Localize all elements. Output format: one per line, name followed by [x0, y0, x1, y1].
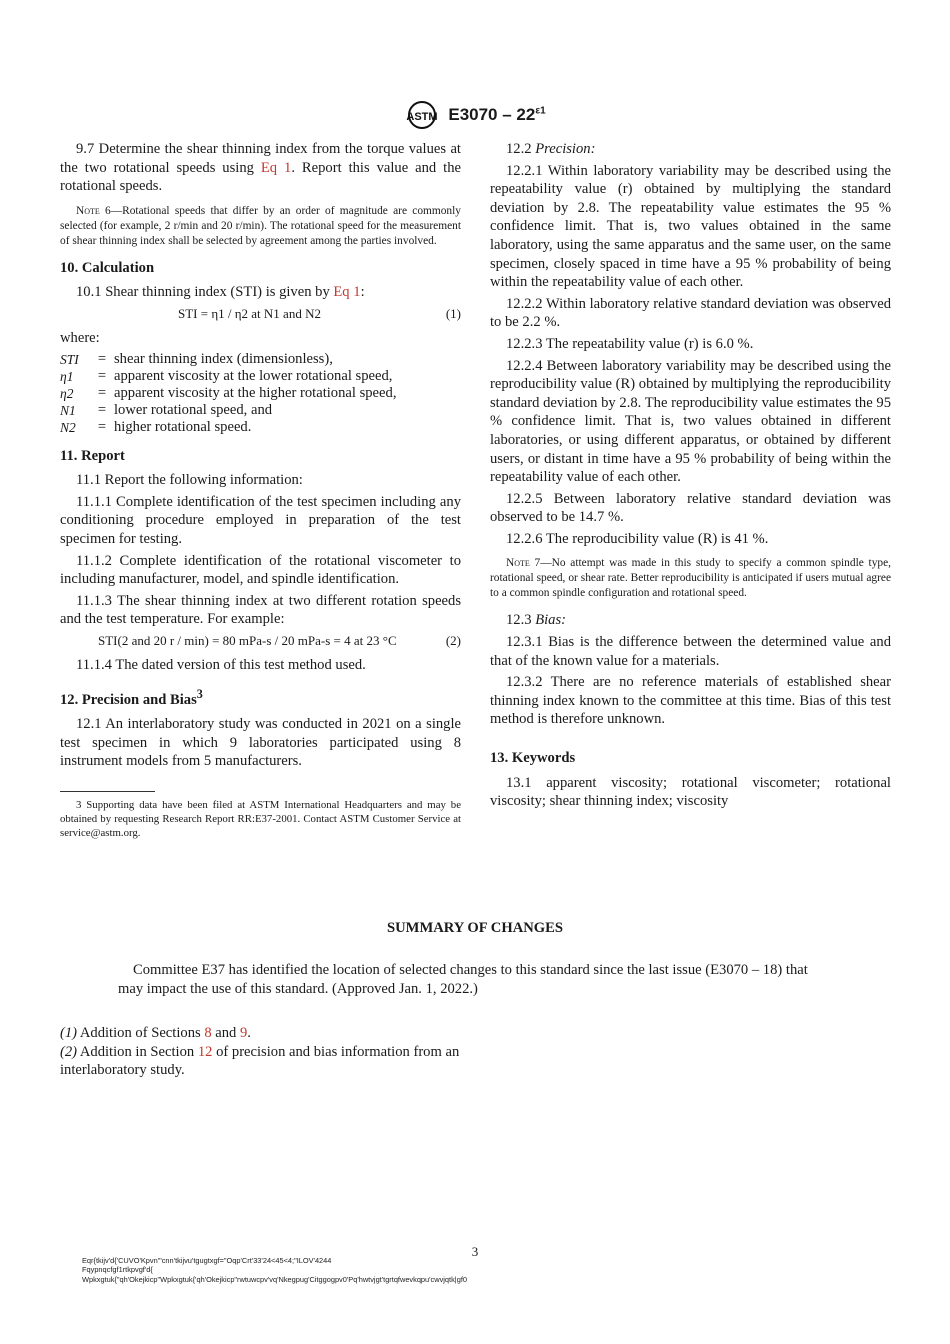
footer-line: Wpkxgtuk{"qh'Okejkicp"Wpkxgtuk{'qh'Okejkicp"rwtuwcpv'vq'Nkegpug'Citggogpv0'Pq'hwtvjgt'tgrtqfwevkqpu'cwvjqtk|gf0 [82, 1274, 467, 1284]
paragraph-11-1-3: 11.1.3 The shear thinning index at two different rotation speeds and the test temperature. For example: [60, 592, 461, 628]
summary-intro: Committee E37 has identified the location of selected changes to this standard since the last issue (E3070 – 18) that may impact the use of this standard. (Approved Jan. 1, 2022.) [118, 962, 808, 997]
change-item: (2) Addition in Section 12 of precision and bias information from an interlaboratory study. [60, 1043, 460, 1079]
standard-designation: $E3070 - 22^{\varepsilon 1}$ [448, 105, 546, 124]
section-9-link[interactable]: 9 [240, 1025, 248, 1041]
footnote-divider [60, 791, 155, 792]
paragraph-12-3-1: 12.3.1 Bias is the difference between the determined value and that of the known value for a materials. [490, 634, 891, 669]
paragraph-12-2-1: 12.2.1 Within laboratory variability may be described using the repeatability value (r) obtained by multiplying the standard deviation by 2.8. The repeatability value estimates the 95 % confidence limit. That is, two values obtained in the same laboratory, using the same apparatus and the same user, on the same specimen, closely spaced in time have a 95 % probability of being within the repeatability value of each other. [490, 162, 891, 291]
where-label: where: [60, 329, 100, 346]
eq1-link[interactable]: Eq 1 [333, 284, 361, 301]
footnote-3: 3 Supporting data have been filed at ASTM International Headquarters and may be obtained by requesting Research Report RR:E37-2001. Contact ASTM Customer Service at service@astm.org. [60, 798, 461, 839]
license-footer [82, 1256, 467, 1284]
definition-row: η2 = apparent viscosity at the higher rotational speed, [60, 384, 397, 401]
paragraph-9-7: 9.7 Determine the shear thinning index from the torque values at the two rotational speeds using Eq 1. Report this value and the rotational speeds. [60, 141, 461, 195]
eq1-link[interactable]: Eq 1 [260, 159, 292, 176]
section-13-heading: 13. Keywords [490, 750, 576, 767]
paragraph-10-1: 10.1 Shear thinning index (STI) is given by Eq 1: [76, 284, 365, 301]
change-item: (1) Addition of Sections 8 and 9. [60, 1025, 251, 1041]
equation-1-expression: STI = η1 / η2 at N1 and N2 [178, 305, 321, 321]
definition-row: N1 = lower rotational speed, and [60, 402, 273, 419]
note-6: Note 6—Rotational speeds that differ by an order of magnitude are commonly selected (for example, 2 r/min and 20 r/min). The rotational speed for the measurement of shear thinning index shall be selected by agreement among the parties involved. [60, 204, 461, 247]
paragraph-12-1: 12.1 An interlaboratory study was conducted in 2021 on a single test specimen in which 9 laboratories participated using 8 instrument models from 5 manufacturers. [60, 715, 461, 770]
paragraph-12-2-6: 12.2.6 The reproducibility value (R) is 41 %. [506, 530, 769, 547]
paragraph-12-2-3: 12.2.3 The repeatability value (r) is 6.0 %. [506, 335, 754, 352]
astm-logo-icon [404, 100, 440, 130]
definition-row: STI = shear thinning index (dimensionless), [60, 350, 333, 367]
definition-row: N2 = higher rotational speed. [60, 419, 252, 436]
definition-row: η1 = apparent viscosity at the lower rotational speed, [60, 367, 393, 384]
footer-line: Fqypnqcfgf1rtkpvgf'd{ [82, 1265, 153, 1275]
paragraph-12-2: 12.2 Precision: [506, 141, 596, 157]
paragraph-13-1: 13.1 apparent viscosity; rotational viscometer; rotational viscosity; shear thinning index; viscosity [490, 774, 891, 810]
paragraph-11-1-2: 11.1.2 Complete identification of the rotational viscometer to including manufacturer, model, and spindle identification. [60, 552, 461, 588]
section-8-link[interactable]: 8 [204, 1025, 212, 1041]
section-11-heading: 11. Report [60, 447, 125, 464]
equation-2-expression: STI(2 and 20 r / min) = 80 mPa-s / 20 mPa-s = 4 at 23 °C [98, 632, 397, 648]
equation-2 [60, 632, 461, 652]
equation-1 [60, 305, 461, 325]
section-10-heading: 10. Calculation [60, 259, 155, 276]
paragraph-12-2-2: 12.2.2 Within laboratory relative standard deviation was observed to be 2.2 %. [490, 295, 891, 331]
svg-text:ASTM: ASTM [406, 111, 438, 123]
page-header [0, 100, 950, 130]
paragraph-11-1: 11.1 Report the following information: [76, 472, 303, 489]
variable-definitions [60, 351, 396, 437]
equation-2-number: (2) [445, 632, 461, 648]
changes-list [60, 1024, 461, 1080]
paragraph-12-3: 12.3 Bias: [506, 612, 566, 629]
left-column [60, 140, 461, 843]
paragraph-12-2-4: 12.2.4 Between laboratory variability may be described using the reproducibility value (R) obtained by multiplying the reproducibility standard deviation by 2.8. The reproducibility value estimates the 95 % confidence limit. That is, two values obtained in different laboratories, or using different apparatus, or obtained by different users, or distant in time have a 95 % probability of being within the repeatability value of each other. [490, 357, 891, 486]
summary-of-changes-title: SUMMARY OF CHANGES [387, 920, 563, 936]
footnote-ref-3: 3 [196, 686, 203, 701]
footer-line: Eqr{tkijv'd{'CUVO'Kpvn'"cnn'tkijvu'tgugtxgf="Oqp'Crt'33'24<45<4;"ILOV'4244 [82, 1256, 332, 1265]
paragraph-12-2-5: 12.2.5 Between laboratory relative standard deviation was observed to be 14.7 %. [490, 490, 891, 526]
right-column [490, 140, 891, 814]
paragraph-11-1-1: 11.1.1 Complete identification of the test specimen including any conditioning procedure employed in preparation of the test specimen for testing. [60, 493, 461, 547]
page-number: 3 [471, 1244, 479, 1259]
section-12-link[interactable]: 12 [197, 1043, 213, 1060]
note-7: Note 7—No attempt was made in this study to specify a common spindle type, rotational speed, or shear rate. Better reproducibility is anticipated if users mutual agree to a common spindle configuration and rotational speed. [490, 557, 891, 600]
paragraph-11-1-4: 11.1.4 The dated version of this test method used. [76, 656, 366, 673]
equation-1-number: (1) [445, 305, 461, 321]
paragraph-12-3-2: 12.3.2 There are no reference materials of established shear thinning index known to the committee at this time. Bias of this test method is therefore unknown. [490, 674, 891, 728]
section-12-heading: 12. Precision and Bias$^3$ [60, 686, 203, 708]
